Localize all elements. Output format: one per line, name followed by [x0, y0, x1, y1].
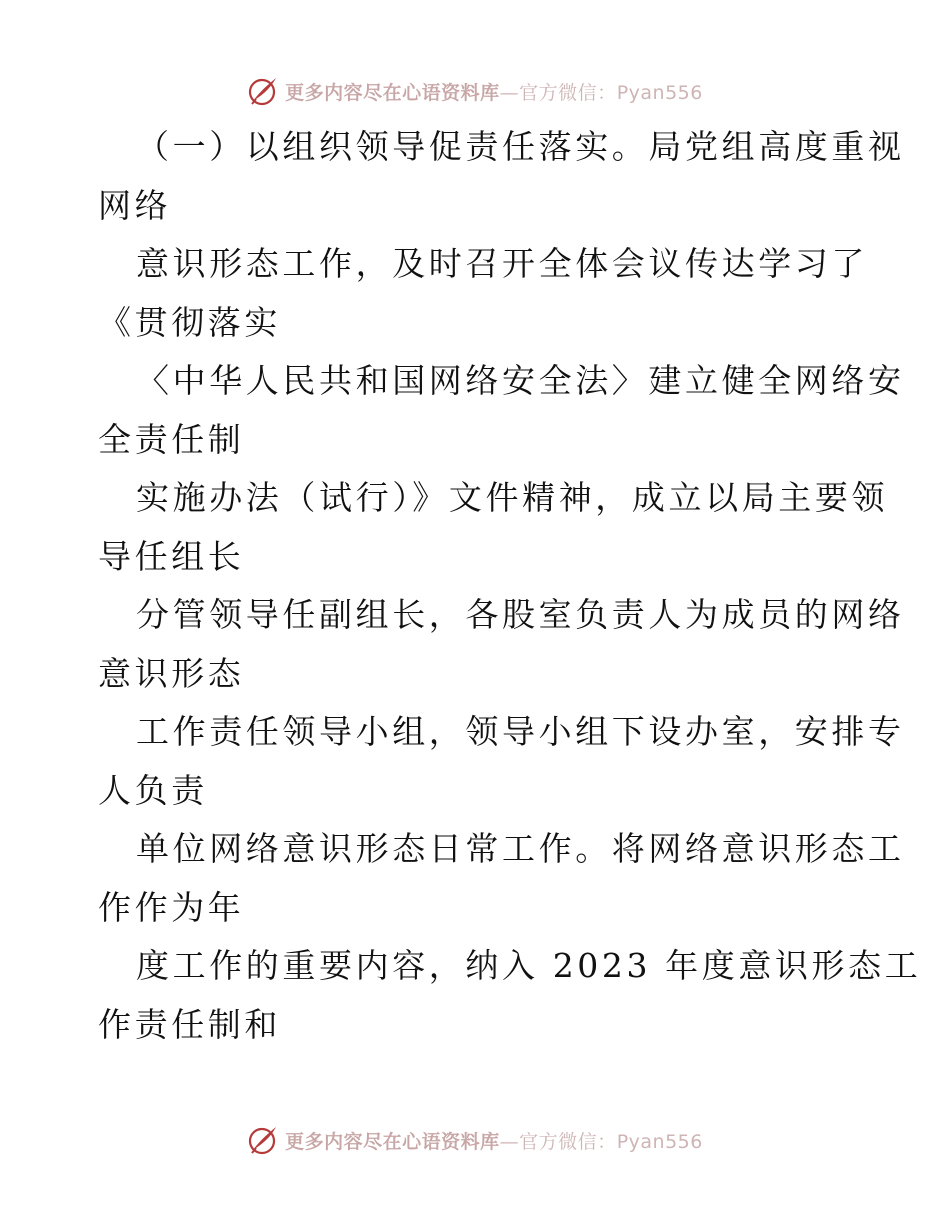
- paragraph-line: （一）以组织领导促责任落实。局党组高度重视: [136, 127, 905, 166]
- paragraph-line: 意识形态: [98, 653, 245, 693]
- header-banner: [0, 71, 950, 111]
- paragraph-line: 意识形态工作，及时召开全体会议传达学习了: [136, 244, 868, 283]
- banner-dash: —: [499, 1130, 520, 1153]
- banner-wechat-label: 官方微信：: [519, 1130, 617, 1153]
- paragraph-line: 〈中华人民共和国网络安全法〉建立健全网络安: [136, 361, 905, 400]
- paragraph-line: 人负责: [98, 770, 208, 810]
- paragraph-line: 网络: [98, 185, 172, 225]
- paragraph-line: 单位网络意识形态日常工作。将网络意识形态工: [136, 829, 905, 868]
- paragraph-line: 实施办法（试行）》文件精神，成立以局主要领: [136, 478, 889, 517]
- banner-dash: —: [499, 81, 520, 104]
- paragraph-line: 《贯彻落实: [98, 302, 281, 342]
- paragraph-line: 全责任制: [98, 419, 245, 459]
- banner-wechat-label: 官方微信：: [519, 81, 617, 104]
- paragraph-line: 作责任制和: [98, 1004, 281, 1044]
- banner-site-text: 更多内容尽在心语资料库: [285, 1130, 500, 1153]
- quill-pen-logo-icon: [247, 75, 279, 107]
- banner-site-text: 更多内容尽在心语资料库: [285, 81, 500, 104]
- banner-text: [285, 1127, 703, 1154]
- paragraph-line: 导任组长: [98, 536, 245, 576]
- footer-banner: [0, 1120, 950, 1160]
- banner-wechat-id: Pyan556: [616, 81, 703, 104]
- banner-wechat-id: Pyan556: [616, 1130, 703, 1153]
- paragraph-line: 分管领导任副组长，各股室负责人为成员的网络: [136, 595, 905, 634]
- paragraph-line: 工作责任领导小组，领导小组下设办室，安排专: [136, 712, 905, 751]
- paragraph-line: 作作为年: [98, 887, 245, 927]
- document-body: [98, 118, 922, 1054]
- paragraph-line: 度工作的重要内容，纳入 2023 年度意识形态工: [136, 946, 922, 985]
- banner-text: [285, 78, 703, 105]
- quill-pen-logo-icon: [247, 1124, 279, 1156]
